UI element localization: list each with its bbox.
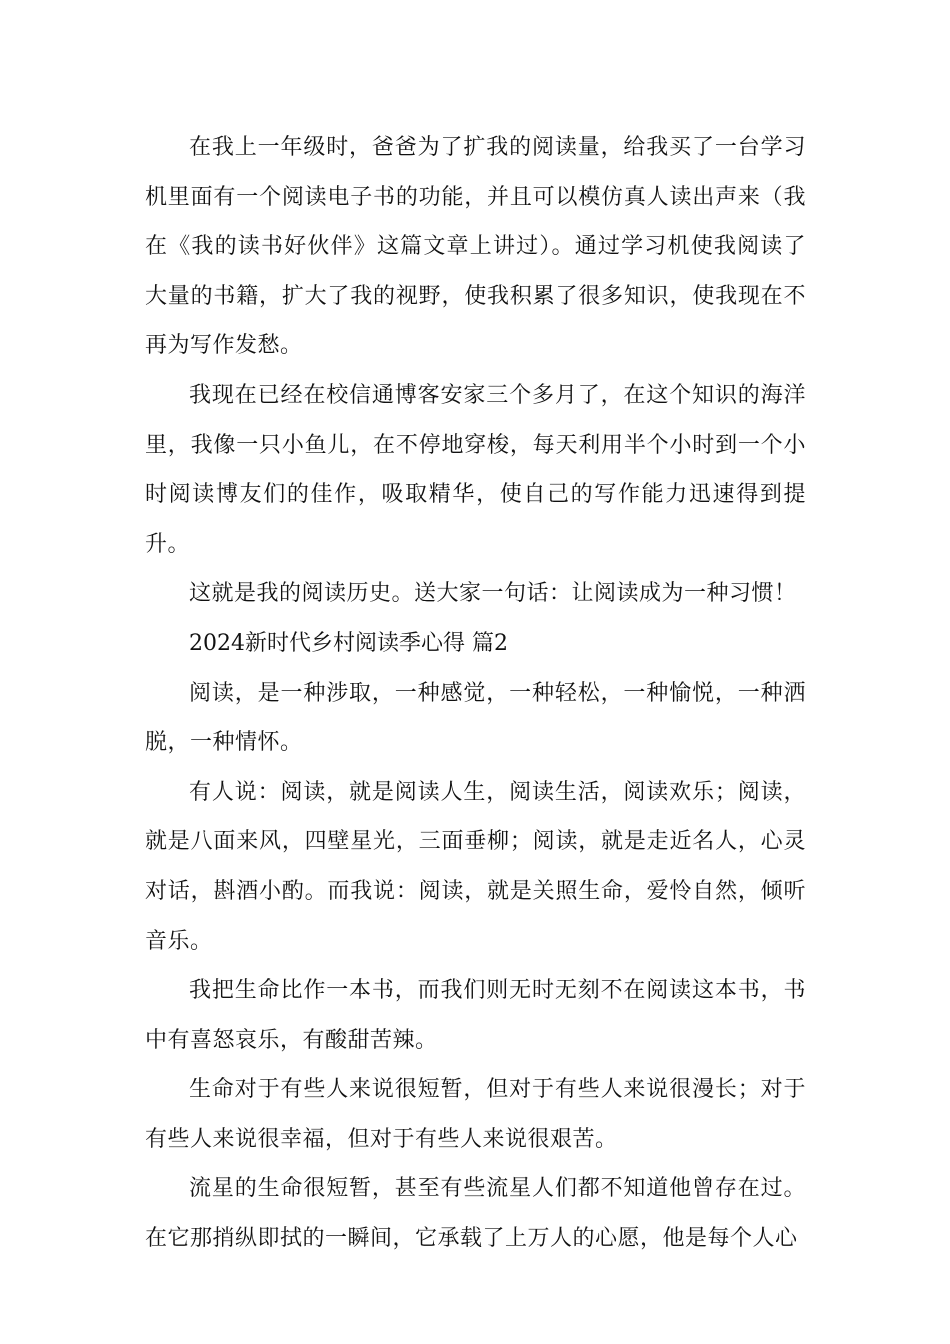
paragraph-life-as-book: 我把生命比作一本书，而我们则无时无刻不在阅读这本书，书中有喜怒哀乐，有酸甜苦辣。 bbox=[145, 978, 806, 1053]
document-page bbox=[145, 123, 806, 1264]
section-heading: 2024新时代乡村阅读季心得 篇2 bbox=[189, 630, 508, 656]
paragraph-meteor: 流星的生命很短暂，甚至有些流星人们都不知道他曾存在过。在它那捎纵即拭的一瞬间，它承载了上万人的心愿，他是每个人心 bbox=[145, 1176, 806, 1252]
paragraph-learning-machine: 在我上一年级时，爸爸为了扩我的阅读量，给我买了一台学习机里面有一个阅读电子书的功能，并且可以模仿真人读出声来（我在《我的读书好伙伴》这篇文章上讲过）。通过学习机使我阅读了大量的书籍，扩大了我的视野，使我积累了很多知识，使我现在不再为写作发愁。 bbox=[145, 135, 806, 359]
paragraph-reading-history: 这就是我的阅读历史。送大家一句话：让阅读成为一种习惯！ bbox=[189, 581, 797, 607]
paragraph-reading-definition: 阅读，是一种涉取，一种感觉，一种轻松，一种愉悦，一种洒脱，一种情怀。 bbox=[145, 680, 806, 756]
paragraph-people-say: 有人说：阅读，就是阅读人生，阅读生活，阅读欢乐；阅读，就是八面来风，四壁星光，三面垂柳；阅读，就是走近名人，心灵对话，斟酒小酌。而我说：阅读，就是关照生命，爱怜自然，倾听音乐。 bbox=[145, 779, 806, 954]
paragraph-blog: 我现在已经在校信通博客安家三个多月了，在这个知识的海洋里，我像一只小鱼儿，在不停地穿梭，每天利用半个小时到一个小时阅读博友们的佳作，吸取精华，使自己的写作能力迅速得到提升。 bbox=[145, 382, 806, 557]
paragraph-life-length: 生命对于有些人来说很短暂，但对于有些人来说很漫长；对于有些人来说很幸福，但对于有些人来说很艰苦。 bbox=[145, 1077, 806, 1152]
